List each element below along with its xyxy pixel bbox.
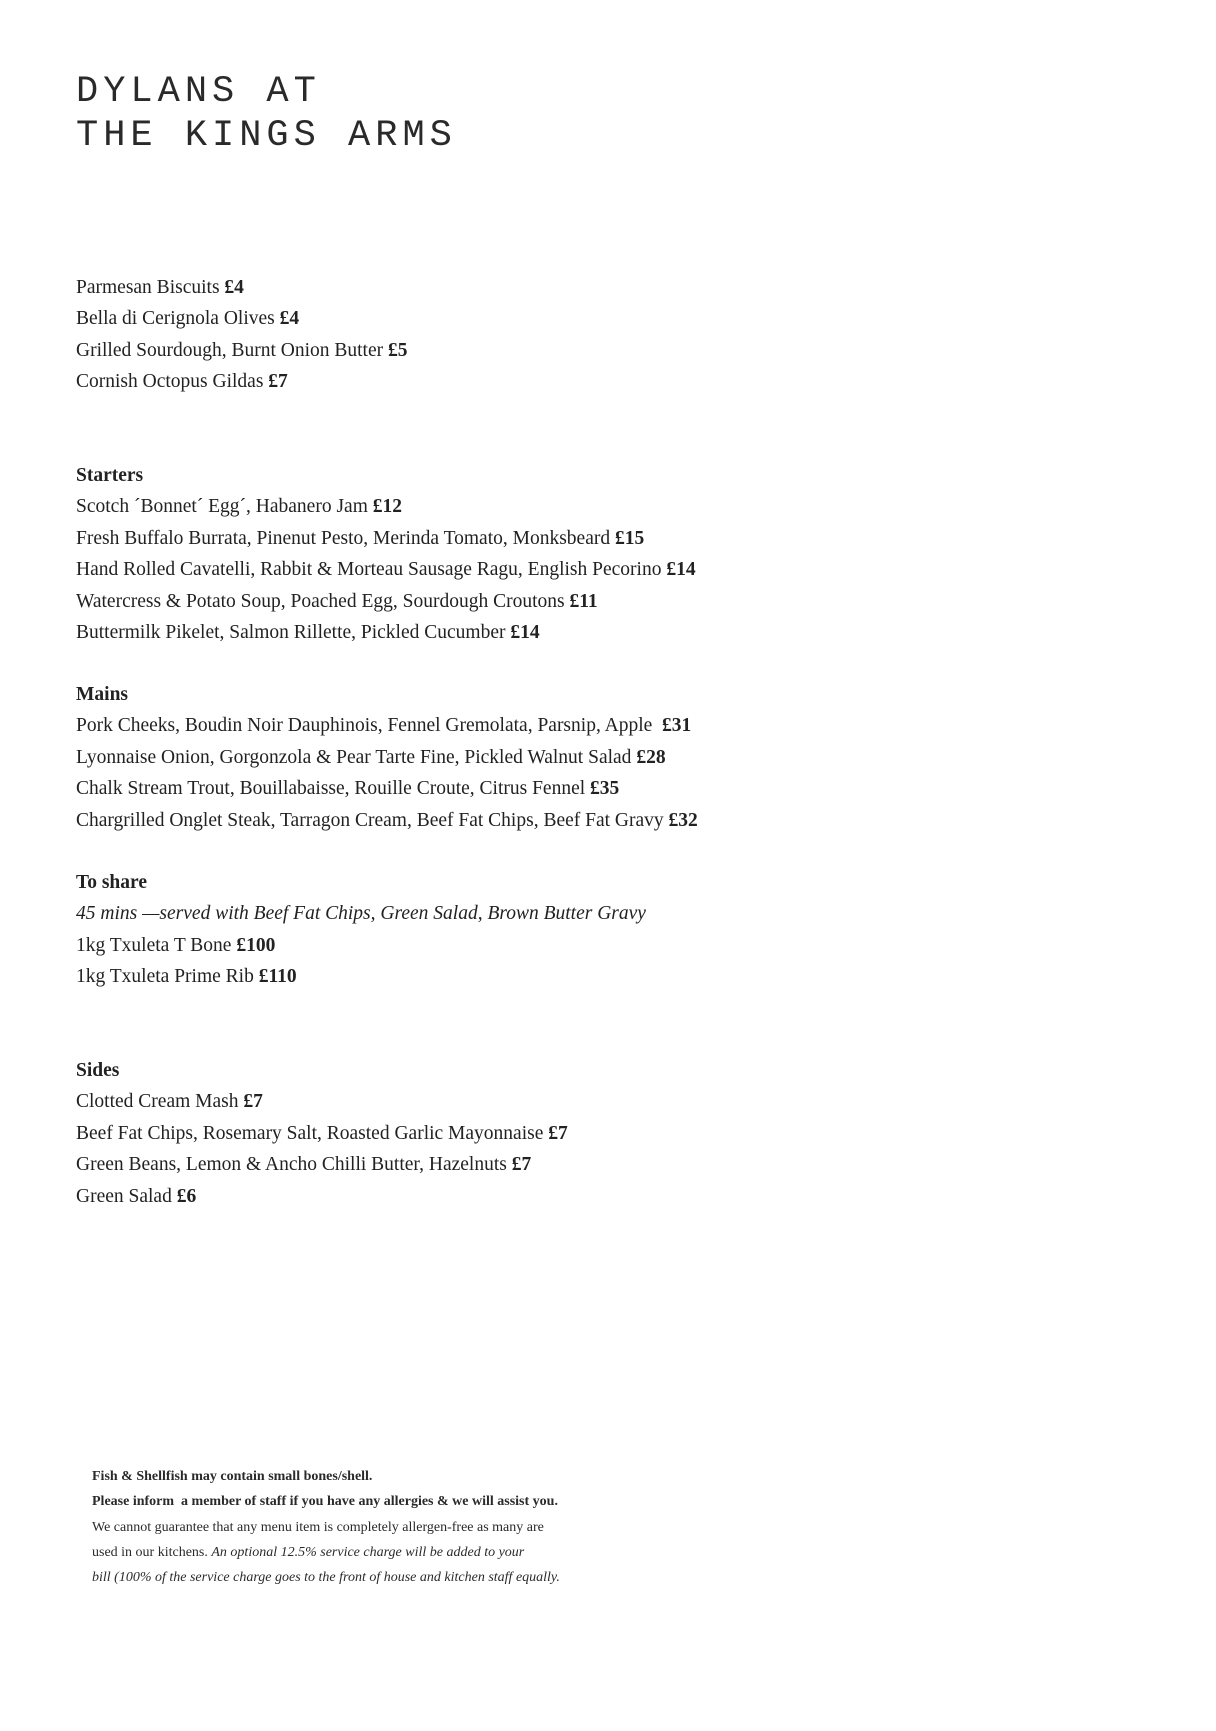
allergen-notice: [92, 1464, 560, 1590]
item-price: £7: [243, 1091, 263, 1113]
service-charge-distribution: bill (100% of the service charge goes to the front of house and kitchen staff equally.: [92, 1570, 560, 1586]
menu-item: [76, 523, 696, 554]
item-name: Buttermilk Pikelet, Salmon Rillette, Pickled Cucumber: [76, 621, 506, 643]
title-line-2: THE KINGS ARMS: [76, 115, 457, 157]
item-name: 1kg Txuleta T Bone: [76, 934, 232, 956]
menu-item: [76, 366, 407, 397]
menu-item: [76, 491, 696, 522]
item-price: £35: [590, 778, 620, 800]
item-price: £28: [636, 746, 666, 768]
item-price: £110: [258, 966, 297, 988]
menu-item: [76, 1181, 568, 1212]
item-name: Fresh Buffalo Burrata, Pinenut Pesto, Merinda Tomato, Monksbeard: [76, 527, 611, 549]
menu-item: [76, 303, 407, 334]
restaurant-title: [76, 70, 457, 158]
item-price: £14: [510, 621, 540, 643]
section-heading-sides: Sides: [76, 1060, 120, 1081]
item-name: Watercress & Potato Soup, Poached Egg, Sourdough Croutons: [76, 590, 565, 612]
allergy-inform-staff: Please inform a member of staff if you have any allergies & we will assist you.: [92, 1494, 558, 1510]
menu-item: [76, 773, 698, 804]
menu-item: [76, 1118, 568, 1149]
item-price: £32: [668, 809, 698, 831]
item-name: Cornish Octopus Gildas: [76, 371, 264, 393]
allergen-disclaimer-end: used in our kitchens.: [92, 1544, 212, 1560]
allergen-disclaimer: We cannot guarantee that any menu item is completely allergen-free as many are: [92, 1519, 544, 1535]
mains-section: [76, 679, 698, 836]
starters-section: [76, 460, 696, 648]
section-heading-to-share: To share: [76, 872, 147, 893]
item-price: £12: [372, 496, 402, 518]
item-name: 1kg Txuleta Prime Rib: [76, 966, 254, 988]
menu-item: [76, 586, 696, 617]
item-name: Grilled Sourdough, Burnt Onion Butter: [76, 339, 384, 361]
menu-item: [76, 554, 696, 585]
shellfish-warning: Fish & Shellfish may contain small bones/shell.: [92, 1469, 373, 1484]
menu-item: [76, 272, 407, 303]
item-price: £15: [614, 527, 645, 549]
item-price: £7: [548, 1122, 568, 1144]
item-name: Green Beans, Lemon & Ancho Chilli Butter, Hazelnuts: [76, 1154, 507, 1176]
item-price: £100: [236, 934, 276, 956]
section-heading-starters: Starters: [76, 465, 144, 486]
item-name: Chalk Stream Trout, Bouillabaisse, Rouille Croute, Citrus Fennel: [76, 778, 586, 800]
item-price: £7: [511, 1154, 532, 1176]
section-heading-mains: Mains: [76, 684, 129, 705]
item-name: Green Salad: [76, 1185, 172, 1207]
item-price: £6: [176, 1185, 197, 1207]
item-name: Pork Cheeks, Boudin Noir Dauphinois, Fennel Gremolata, Parsnip, Apple: [76, 715, 658, 737]
service-charge-line: [92, 1540, 560, 1565]
item-name: Hand Rolled Cavatelli, Rabbit & Morteau Sausage Ragu, English Pecorino: [76, 559, 662, 581]
item-price: £7: [268, 371, 288, 393]
item-name: Parmesan Biscuits: [76, 277, 220, 298]
item-price: £4: [224, 277, 244, 298]
menu-item: [76, 617, 696, 648]
item-price: £5: [387, 339, 408, 361]
menu-item: [76, 1086, 568, 1117]
menu-item: [76, 1149, 568, 1180]
item-name: Beef Fat Chips, Rosemary Salt, Roasted Garlic Mayonnaise: [76, 1122, 544, 1144]
snacks-section: [76, 272, 407, 398]
item-name: Bella di Cerignola Olives: [76, 308, 275, 330]
to-share-section: [76, 867, 646, 993]
service-charge-note: An optional 12.5% service charge will be added to your: [211, 1544, 525, 1560]
menu-item: [76, 930, 646, 961]
item-price: £31: [662, 715, 692, 737]
item-price: £4: [279, 308, 300, 330]
item-price: £11: [569, 590, 598, 612]
menu-item: [76, 961, 646, 992]
menu-item: [76, 742, 698, 773]
title-line-1: DYLANS AT: [76, 71, 321, 113]
menu-item: [76, 335, 407, 366]
item-name: Chargrilled Onglet Steak, Tarragon Cream, Beef Fat Chips, Beef Fat Gravy: [76, 809, 664, 831]
item-name: Clotted Cream Mash: [76, 1091, 239, 1113]
to-share-note: 45 mins —served with Beef Fat Chips, Green Salad, Brown Butter Gravy: [76, 903, 646, 925]
item-price: £14: [666, 559, 696, 581]
sides-section: [76, 1055, 568, 1212]
menu-item: [76, 710, 698, 741]
item-name: Lyonnaise Onion, Gorgonzola & Pear Tarte Fine, Pickled Walnut Salad: [76, 746, 632, 768]
item-name: Scotch ´Bonnet´ Egg´, Habanero Jam: [76, 496, 368, 518]
menu-item: [76, 805, 698, 836]
